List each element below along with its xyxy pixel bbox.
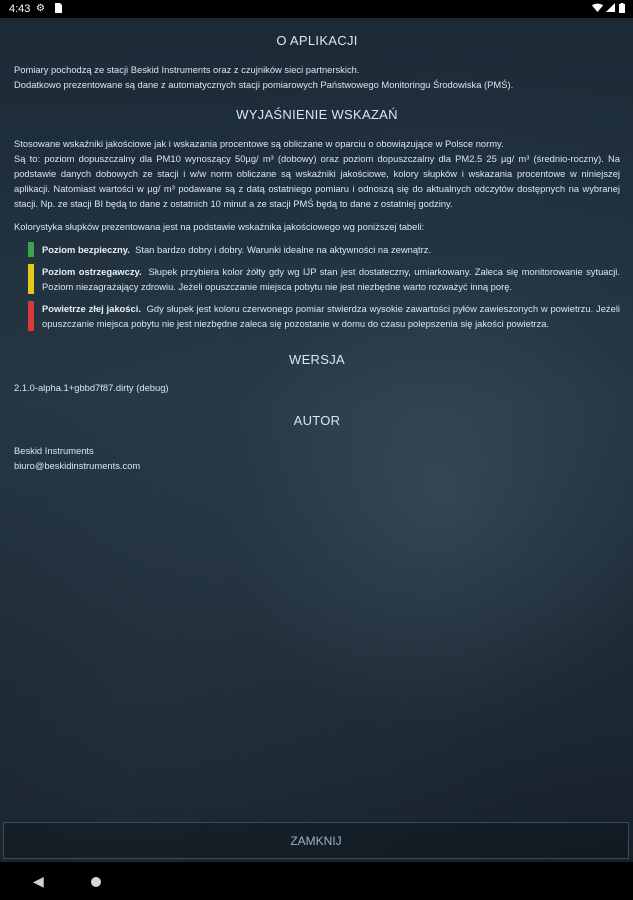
legend-item-warning xyxy=(14,264,620,294)
explanation-paragraph-1: Stosowane wskaźniki jakościowe jak i wskazania procentowe są obliczane w oparciu o obowiązujące w Polsce normy. xyxy=(14,138,504,149)
section-title-version: WERSJA xyxy=(289,352,345,367)
legend-text-warning: Słupek przybiera kolor żółty gdy wg IJP stan jest dostateczny, umiarkowany. Zaleca się monitorowanie sytuacji. Poziom niezagrażający zdrowiu. Jeżeli opuszczanie miejsca pobytu nie jest niezbędne warto rozważyć inną porę. xyxy=(42,266,620,292)
red-bar-icon xyxy=(28,301,34,331)
battery-icon xyxy=(619,3,625,16)
legend-item-bad xyxy=(14,301,620,331)
legend-text-safe: Stan bardzo dobry i dobry. Warunki idealne na aktywności na zewnątrz. xyxy=(135,244,432,255)
navigation-bar xyxy=(0,862,633,900)
legend-label-safe: Poziom bezpieczny. xyxy=(42,244,130,255)
section-title-author: AUTOR xyxy=(293,413,341,428)
author-name: Beskid Instruments xyxy=(14,445,94,456)
legend-label-warning: Poziom ostrzegawczy. xyxy=(42,266,142,277)
status-time: 4:43 xyxy=(9,3,31,15)
status-bar xyxy=(0,0,633,18)
close-button[interactable]: ZAMKNIJ xyxy=(3,822,629,859)
explanation-paragraph-3: Kolorystyka słupków prezentowana jest na podstawie wskaźnika jakościowego wg poniższej tabeli: xyxy=(14,221,425,232)
yellow-bar-icon xyxy=(28,264,34,294)
quality-legend xyxy=(14,242,620,331)
version-value: 2.1.0-alpha.1+gbbd7f87.dirty (debug) xyxy=(14,382,169,393)
section-title-explanation: WYJAŚNIENIE WSKAZAŃ xyxy=(236,107,398,122)
green-bar-icon xyxy=(28,242,34,257)
back-icon[interactable]: ◀ xyxy=(33,873,44,889)
author-email-link[interactable]: biuro@beskidinstruments.com xyxy=(14,460,141,471)
legend-label-bad: Powietrze złej jakości. xyxy=(42,303,141,314)
gear-icon: ⚙ xyxy=(36,3,45,14)
legend-item-safe xyxy=(14,242,620,257)
explanation-paragraph-2: Są to: poziom dopuszczalny dla PM10 wynoszący 50µg/ m³ (dobowy) oraz poziom dopuszczalny dla PM2.5 25 µg/ m³ (średnio-roczny). Na podstawie danych dobowych ze stacji i w/w norm obliczane są wskaźniki jakościowe, kolory słupków i wskazania procentowe w niniejszej aplikacji. Natomiast wartości w µg/ m³ podawane są z datą ostatniego pomiaru i odnoszą się do aktualnych odczytów dostępnych na wybranej stacji. Np. ze stacji BI będą to dane z ostatnich 10 minut a ze stacji PMŚ będą to dane z ostatniej godziny. xyxy=(14,153,620,209)
section-title-about: O APLIKACJI xyxy=(276,33,358,48)
home-icon[interactable] xyxy=(91,877,101,887)
signal-icon xyxy=(606,3,615,15)
wifi-icon xyxy=(592,3,603,15)
about-content[interactable] xyxy=(14,18,620,473)
about-line-1: Pomiary pochodzą ze stacji Beskid Instruments oraz z czujników sieci partnerskich. xyxy=(14,64,360,75)
legend-text-bad: Gdy słupek jest koloru czerwonego pomiar stwierdza wysokie zawartości pyłów zawieszonych w powietrzu. Jeżeli opuszczanie miejsca pobytu nie jest niezbędne zaleca się pozostanie w domu do czasu polepszenia się jakości powietrza. xyxy=(42,303,620,329)
about-line-2: Dodatkowo prezentowane są dane z automatycznych stacji pomiarowych Państwowego Monitoringu Środowiska (PMŚ). xyxy=(14,79,514,90)
sim-card-icon xyxy=(55,3,62,16)
